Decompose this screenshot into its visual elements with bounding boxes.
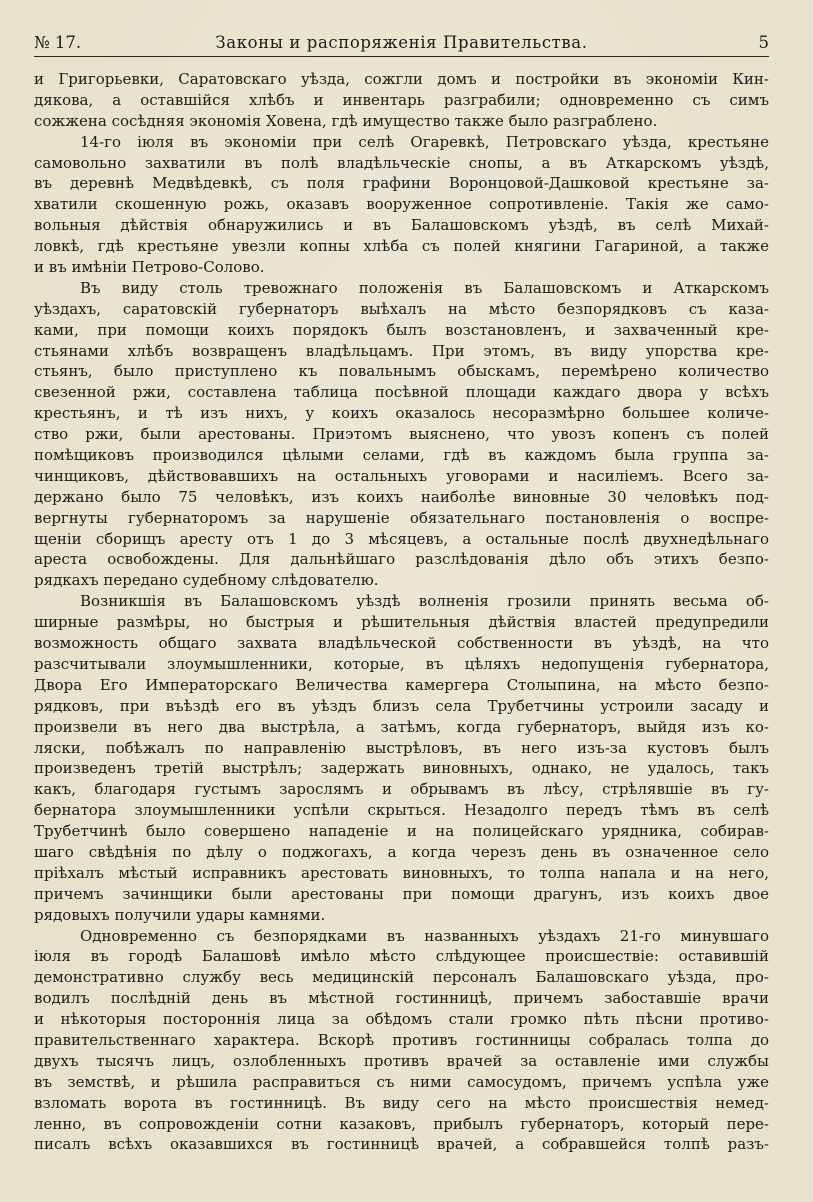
running-title: Законы и распоряженія Правительства. <box>215 33 588 52</box>
text-line: Возникшія въ Балашовскомъ уѣздѣ волненія грозили принять весьма об- <box>80 592 769 611</box>
text-line: вергнуты губернаторомъ за нарушеніе обязательнаго постановленія о воспре- <box>34 508 769 527</box>
text-line: Въ виду столь тревожнаго положенія въ Балашовскомъ и Аткарскомъ <box>80 278 769 297</box>
text-line: и Григорьевки, Саратовскаго уѣзда, сожгли домъ и постройки въ экономіи Кин- <box>34 70 769 88</box>
text-line: Трубетчинѣ было совершено нападеніе и на полицейскаго урядника, собирав- <box>34 822 769 841</box>
text-line: крестьянъ, и тѣ изъ нихъ, у коихъ оказалось несоразмѣрно большее количе- <box>34 404 769 423</box>
text-line: ареста освобождены. Для дальнѣйшаго разслѣдованія дѣло объ этихъ безпо- <box>34 550 769 569</box>
text-line: рядковъ, при въѣздѣ его въ уѣздъ близъ села Трубетчины устроили засаду и <box>34 696 769 715</box>
text-line: іюля въ городѣ Балашовѣ имѣло мѣсто слѣдующее происшествіе: оставившій <box>34 947 769 966</box>
paragraph <box>34 132 769 278</box>
text-line: взломать ворота въ гостинницѣ. Въ виду сего на мѣсто происшествія немед- <box>34 1093 769 1112</box>
text-line: шаго свѣдѣнія по дѣлу о поджогахъ, а когда черезъ день въ означенное село <box>34 842 769 861</box>
text-line: разсчитывали злоумышленники, которые, въ цѣляхъ недопущенія губернатора, <box>34 654 769 673</box>
text-line: какъ, благодаря густымъ зарослямъ и обрывамъ въ лѣсу, стрѣлявшіе въ гу- <box>34 780 769 799</box>
text-line: пріѣхалъ мѣстый исправникъ арестовать виновныхъ, то толпа напала и на него, <box>34 863 769 882</box>
text-line: въ земствѣ, и рѣшила расправиться съ ними самосудомъ, причемъ успѣла уже <box>34 1072 769 1091</box>
text-line: сожжена сосѣдняя экономія Ховена, гдѣ имущество также было разграблено. <box>34 111 658 130</box>
body-text <box>34 69 769 1155</box>
paragraph <box>34 69 769 132</box>
text-line: писалъ всѣхъ оказавшихся въ гостинницѣ врачей, а собравшейся толпѣ разъ- <box>34 1135 769 1154</box>
text-line: стьянъ, было приступлено къ повальнымъ обыскамъ, перемѣрено количество <box>34 362 769 381</box>
text-line: ляски, побѣжалъ по направленію выстрѣловъ, въ него изъ-за кустовъ былъ <box>34 738 769 757</box>
text-line: произведенъ третій выстрѣлъ; задержать виновныхъ, однако, не удалось, такъ <box>34 759 769 778</box>
text-line: водилъ послѣдній день въ мѣстной гостинницѣ, причемъ забоставшіе врачи <box>34 989 769 1008</box>
text-line: рядкахъ передано судебному слѣдователю. <box>34 571 379 590</box>
text-line: произвели въ него два выстрѣла, а затѣмъ, когда губернаторъ, выйдя изъ ко- <box>34 717 769 736</box>
paragraph <box>34 926 769 1156</box>
text-line: рядовыхъ получили удары камнями. <box>34 905 326 924</box>
text-line: Двора Его Императорскаго Величества камергера Столыпина, на мѣсто безпо- <box>34 675 769 694</box>
text-line: дякова, а оставшійся хлѣбъ и инвентарь разграбили; одновременно съ симъ <box>34 90 769 109</box>
text-line: демонстративно службу весь медицинскій персоналъ Балашовскаго уѣзда, про- <box>34 968 769 987</box>
text-line: Одновременно съ безпорядками въ названныхъ уѣздахъ 21-го минувшаго <box>80 926 769 945</box>
text-line: 14-го іюля въ экономіи при селѣ Огаревкѣ, Петровскаго уѣзда, крестьяне <box>80 132 769 151</box>
text-line: свезенной ржи, составлена таблица посѣвной площади каждаго двора у всѣхъ <box>34 383 769 402</box>
page-number: 5 <box>758 33 769 52</box>
page-header <box>34 30 769 57</box>
paragraph <box>34 278 769 591</box>
text-line: возможность общаго захвата владѣльческой собственности въ уѣздѣ, на что <box>34 634 769 653</box>
text-line: самовольно захватили въ полѣ владѣльческіе снопы, а въ Аткарскомъ уѣздѣ, <box>34 153 769 172</box>
text-line: держано было 75 человѣкъ, изъ коихъ наиболѣе виновные 30 человѣкъ под- <box>34 487 769 506</box>
text-line: уѣздахъ, саратовскій губернаторъ выѣхалъ на мѣсто безпорядковъ съ каза- <box>34 299 769 318</box>
text-line: стьянами хлѣбъ возвращенъ владѣльцамъ. При этомъ, въ виду упорства кре- <box>34 341 769 360</box>
text-line: причемъ зачинщики были арестованы при помощи драгунъ, изъ коихъ двое <box>34 884 769 903</box>
text-line: и въ имѣніи Петрово-Солово. <box>34 258 265 277</box>
issue-number: № 17. <box>34 33 82 52</box>
text-line: и нѣкоторыя постороннія лица за обѣдомъ стали громко пѣть пѣсни противо- <box>34 1010 769 1029</box>
text-line: ство ржи, были арестованы. Приэтомъ выяснено, что увозъ копенъ съ полей <box>34 425 769 444</box>
text-line: правительственнаго характера. Вскорѣ противъ гостинницы собралась толпа до <box>34 1030 769 1049</box>
text-line: помѣщиковъ производился цѣлыми селами, гдѣ въ каждомъ была группа за- <box>34 446 769 465</box>
text-line: вольныя дѣйствія обнаружились и въ Балашовскомъ уѣздѣ, въ селѣ Михай- <box>34 216 769 235</box>
text-line: чинщиковъ, дѣйствовавшихъ на остальныхъ уговорами и насиліемъ. Всего за- <box>34 466 769 485</box>
text-line: ширные размѣры, но быстрыя и рѣшительныя дѣйствія властей предупредили <box>34 613 769 632</box>
text-line: въ деревнѣ Медвѣдевкѣ, съ поля графини Воронцовой-Дашковой крестьяне за- <box>34 174 769 193</box>
text-line: бернатора злоумышленники успѣли скрыться. Незадолго передъ тѣмъ въ селѣ <box>34 801 769 820</box>
text-line: двухъ тысячъ лицъ, озлобленныхъ противъ врачей за оставленіе ими службы <box>34 1051 769 1070</box>
text-line: ками, при помощи коихъ порядокъ былъ возстановленъ, и захваченный кре- <box>34 320 769 339</box>
text-line: ловкѣ, гдѣ крестьяне увезли копны хлѣба съ полей княгини Гагариной, а также <box>34 237 769 256</box>
text-line: ленно, въ сопровожденіи сотни казаковъ, прибылъ губернаторъ, который пере- <box>34 1114 769 1133</box>
text-line: щеніи сборищъ аресту отъ 1 до 3 мѣсяцевъ, а остальные послѣ двухнедѣльнаго <box>34 529 769 548</box>
paragraph <box>34 591 769 925</box>
text-line: хватили скошенную рожь, оказавъ вооруженное сопротивленіе. Такія же само- <box>34 195 769 214</box>
